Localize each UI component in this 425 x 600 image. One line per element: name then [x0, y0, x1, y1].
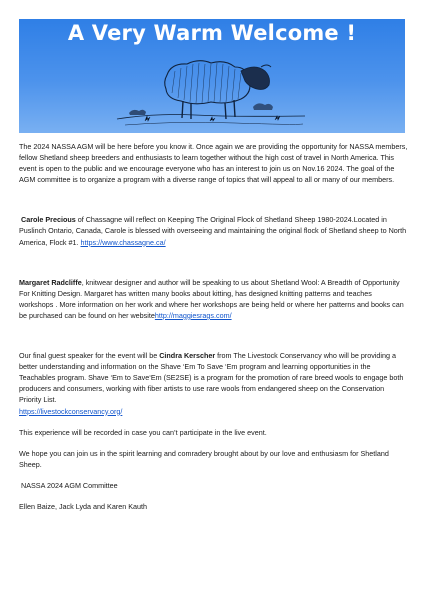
hope-paragraph: We hope you can join us in the spirit learning and comradery brought about by our love and enthusiasm for Shetland Sheep.: [19, 448, 389, 469]
committee-name: NASSA 2024 AGM Committee: [21, 480, 118, 490]
welcome-banner: [19, 19, 405, 133]
intro-paragraph: The 2024 NASSA AGM will be here before you know it. Once again we are providing the opportunity for NASSA members, fellow Shetland sheep breeders and enthusiasts to learn together without the high cost of travel in North America. This event is open to the public and we encourage everyone who has an interest to join us on Nov.16 2024. The goal of the AGM committee is to organize a program with a diverse range of topics that will appeal to all or many of our members.: [19, 142, 408, 185]
livestockconservancy-link[interactable]: https://livestockconservancy.org/: [19, 406, 123, 416]
speaker-name: Cindra Kerscher: [159, 351, 216, 361]
chassagne-link[interactable]: https://www.chassagne.ca/: [80, 237, 166, 247]
speaker-carole-paragraph: [19, 214, 408, 247]
speaker-description: from The Livestock Conservancy who will be providing a better understanding and information on the Shave ‘Em To Save ‘Em program and learning opportunities in the Teachables program. Shave ‘Em to Save‘Em (SE2SE) is a program for the promotion of rare breed wools to engage both producers and consumers, working with fiber artists to use rare wools from endangered sheep on the Conservation Priority List.: [19, 351, 404, 405]
recorded-paragraph: This experience will be recorded in case you can’t participate in the live event.: [19, 427, 267, 437]
speaker-name: Margaret Radcliffe: [19, 277, 82, 287]
maggiesrags-link[interactable]: http://maggiesrags.com/: [154, 310, 232, 320]
banner-title: A Very Warm Welcome !: [67, 21, 357, 45]
speaker-description: of Chassagne will reflect on Keeping The Original Flock of Shetland Sheep 1980-2024.Located in Puslinch Ontario, Canada, Carole is blessed with overseeing and maintaining the original flock of Shetland sheep to North America, Flock #1.: [19, 215, 407, 247]
speaker-name: Carole Precious: [21, 215, 76, 225]
committee-line: [19, 480, 408, 491]
letter-body: [19, 141, 408, 512]
speaker-margaret-paragraph: [19, 277, 408, 321]
sheep-illustration: [115, 49, 305, 129]
speaker-description: , knitwear designer and author will be speaking to us about Shetland Wool: A Breadth of Opportunity For Knitting Design. Margaret has written many books about kitting, has designed knitting patterns and teaches workshops . More information on her work and where her workshops are being held or where her patterns and books can be purchased can be found on her website: [19, 277, 404, 320]
signers-line: Ellen Baize, Jack Lyda and Karen Kauth: [19, 501, 147, 511]
speaker-lead: Our final guest speaker for the event will be: [19, 351, 160, 361]
speaker-cindra-paragraph: [19, 350, 408, 417]
